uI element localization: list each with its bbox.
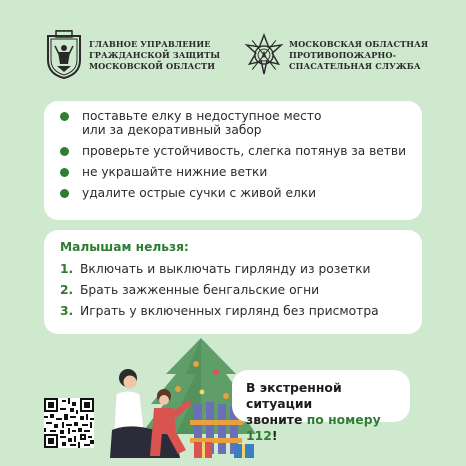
forbidden-item-text: Брать зажженные бенгальские огни	[80, 283, 320, 297]
tip-text: удалите острые сучки с живой елки	[82, 186, 317, 200]
qr-code-icon[interactable]	[44, 398, 94, 448]
emergency-line-2	[246, 412, 398, 444]
bullet-icon	[60, 112, 69, 121]
emergency-line-2-start: звоните	[246, 412, 307, 427]
tip-text: не украшайте нижние ветки	[82, 165, 268, 179]
tip-text: проверьте устойчивость, слегка потянув за ветви	[82, 144, 407, 158]
emergency-line-2-end: !	[271, 428, 278, 443]
emergency-callout	[232, 370, 410, 443]
forbidden-item	[60, 262, 408, 277]
tip-text: поставьте елку в недоступное место	[82, 109, 322, 123]
forbidden-card	[44, 230, 422, 334]
tip-item	[60, 109, 408, 137]
emergency-phone-number: по номеру 112	[246, 412, 381, 443]
org-name-left: ГЛАВНОЕ УПРАВЛЕНИЕ ГРАЖДАНСКОЙ ЗАЩИТЫ МОСКОВСКОЙ ОБЛАСТИ	[89, 38, 221, 71]
coat-of-arms-icon	[44, 30, 84, 80]
fire-rescue-emblem-icon	[244, 30, 284, 80]
tip-text-continuation: или за декоративный забор	[82, 123, 262, 137]
forbidden-item	[60, 283, 408, 298]
org-gu-gz-mo	[44, 30, 220, 80]
forbidden-item-number: 3.	[60, 304, 74, 318]
forbidden-item-number: 1.	[60, 262, 74, 276]
forbidden-item-text: Играть у включенных гирлянд без присмотра	[80, 304, 379, 318]
header	[0, 30, 466, 86]
bullet-icon	[60, 168, 69, 177]
forbidden-item	[60, 304, 408, 319]
bullet-icon	[60, 189, 69, 198]
tip-item	[60, 165, 408, 179]
org-name-right: МОСКОВСКАЯ ОБЛАСТНАЯ ПРОТИВОПОЖАРНО- СПАСАТЕЛЬНАЯ СЛУЖБА	[289, 38, 429, 71]
forbidden-item-text: Включать и выключать гирлянду из розетки	[80, 262, 371, 276]
bullet-icon	[60, 147, 69, 156]
tip-item	[60, 186, 408, 200]
org-moprs	[244, 30, 428, 80]
emergency-line-1: В экстренной ситуации	[246, 380, 342, 411]
forbidden-item-number: 2.	[60, 283, 74, 297]
tips-card	[44, 101, 422, 220]
tip-item	[60, 144, 408, 158]
forbidden-title: Малышам нельзя:	[60, 240, 189, 254]
